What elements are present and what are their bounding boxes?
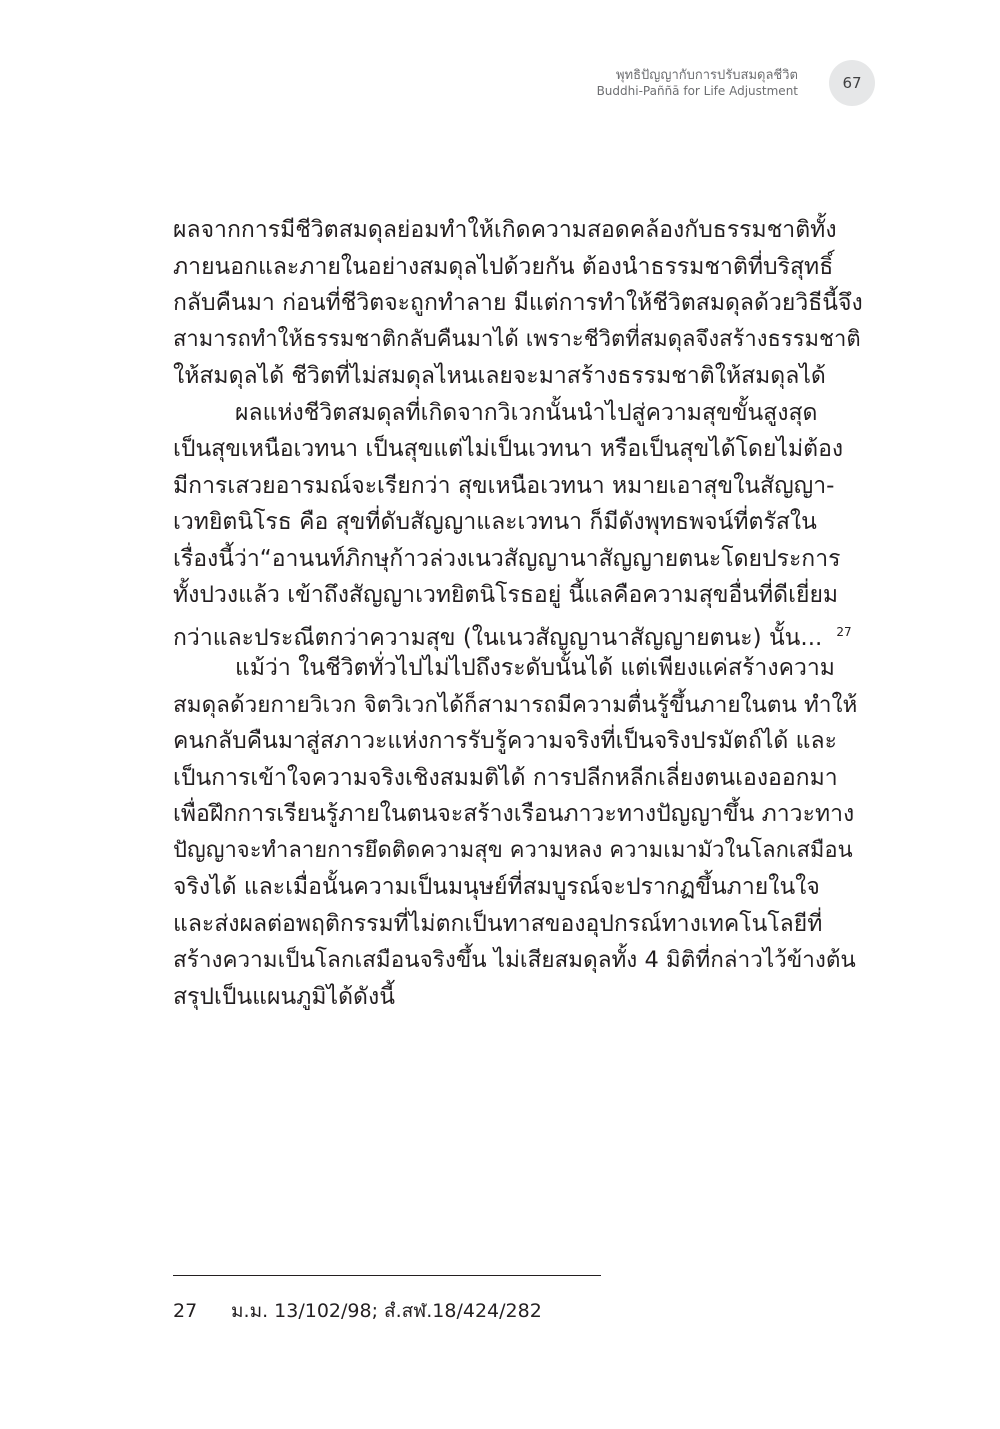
paragraph-2-line-3: มีการเสวยอารมณ์จะเรียกว่า สุขเหนือเวทนา หมายเอาสุขในสัญญา- bbox=[173, 472, 835, 499]
paragraph-3-line-7: จริงได้ และเมื่อนั้นความเป็นมนุษย์ที่สมบูรณ์จะปรากฏขึ้นภายในใจ bbox=[173, 874, 820, 900]
footnote bbox=[173, 1296, 542, 1326]
footnote-number: 27 bbox=[173, 1300, 198, 1322]
paragraph-1-line-1: ผลจากการมีชีวิตสมดุลย่อมทำให้เกิดความสอดคล้องกับธรรมชาติทั้ง bbox=[173, 217, 837, 243]
paragraph-1-line-2: ภายนอกและภายในอย่างสมดุลไปด้วยกัน ต้องนำธรรมชาติที่บริสุทธิ์ bbox=[173, 253, 834, 280]
footnote-divider bbox=[173, 1275, 601, 1276]
paragraph-2-line-5: เรื่องนี้ว่า“อานนท์ภิกษุก้าวล่วงเนวสัญญานาสัญญายตนะโดยประการ bbox=[173, 545, 841, 572]
paragraph-3-line-6: ปัญญาจะทำลายการยึดติดความสุข ความหลง ความเมามัวในโลกเสมือน bbox=[173, 837, 853, 863]
page-number-badge: 67 bbox=[829, 60, 875, 106]
body-text bbox=[173, 212, 863, 1015]
paragraph-1-line-5: ให้สมดุลได้ ชีวิตที่ไม่สมดุลไหนเลยจะมาสร้างธรรมชาติให้สมดุลได้ bbox=[173, 363, 826, 389]
paragraph-3-line-4: เป็นการเข้าใจความจริงเชิงสมมติได้ การปลีกหลีกเลี่ยงตนเองออกมา bbox=[173, 764, 838, 791]
paragraph-2-line-7-text: กว่าและประณีตกว่าความสุข (ในเนวสัญญานาสัญญายตนะ) นั้น... bbox=[173, 624, 823, 651]
paragraph-3-line-1: แม้ว่า ในชีวิตทั่วไปไม่ไปถึงระดับนั้นได้ แต่เพียงแค่สร้างความ bbox=[235, 655, 835, 681]
running-header bbox=[597, 68, 798, 99]
running-header-title-thai: พุทธิปัญญากับการปรับสมดุลชีวิต bbox=[615, 68, 798, 83]
paragraph-3-line-8: และส่งผลต่อพฤติกรรมที่ไม่ตกเป็นทาสของอุปกรณ์ทางเทคโนโลยีที่ bbox=[173, 910, 823, 937]
paragraph-3-line-10: สรุปเป็นแผนภูมิได้ดังนี้ bbox=[173, 983, 395, 1010]
paragraph-1-line-4: สามารถทำให้ธรรมชาติกลับคืนมาได้ เพราะชีวิตที่สมดุลจึงสร้างธรรมชาติ bbox=[173, 326, 861, 352]
paragraph-2-line-1: ผลแห่งชีวิตสมดุลที่เกิดจากวิเวกนั้นนำไปสู่ความสุขขั้นสูงสุด bbox=[235, 399, 818, 426]
running-header-title-english: Buddhi-Paññā for Life Adjustment bbox=[596, 84, 798, 99]
paragraph-3-line-5: เพื่อฝึกการเรียนรู้ภายในตนจะสร้างเรือนภาวะทางปัญญาขึ้น ภาวะทาง bbox=[173, 801, 855, 827]
paragraph-2-line-7 bbox=[173, 614, 863, 651]
paragraph-3-line-3: คนกลับคืนมาสู่สภาวะแห่งการรับรู้ความจริงที่เป็นจริงปรมัตถ์ได้ และ bbox=[173, 728, 837, 754]
paragraph-3-line-9: สร้างความเป็นโลกเสมือนจริงขึ้น ไม่เสียสมดุลทั้ง 4 มิติที่กล่าวไว้ข้างต้น bbox=[173, 947, 856, 973]
paragraph-1-line-3: กลับคืนมา ก่อนที่ชีวิตจะถูกทำลาย มีแต่การทำให้ชีวิตสมดุลด้วยวิธีนี้จึง bbox=[173, 290, 863, 316]
paragraph-2-line-2: เป็นสุขเหนือเวทนา เป็นสุขแต่ไม่เป็นเวทนา หรือเป็นสุขได้โดยไม่ต้อง bbox=[173, 436, 844, 462]
footnote-reference-27[interactable]: 27 bbox=[836, 624, 852, 639]
paragraph-2-line-6: ทั้งปวงแล้ว เข้าถึงสัญญาเวทยิตนิโรธอยู่ นี้แลคือความสุขอื่นที่ดีเยี่ยม bbox=[173, 582, 839, 608]
paragraph-2-line-4: เวทยิตนิโรธ คือ สุขที่ดับสัญญาและเวทนา ก็มีดังพุทธพจน์ที่ตรัสใน bbox=[173, 509, 817, 535]
footnote-text: ม.ม. 13/102/98; สํ.สฬ.18/424/282 bbox=[231, 1300, 542, 1322]
paragraph-3-line-2: สมดุลด้วยกายวิเวก จิตวิเวกได้ก็สามารถมีความตื่นรู้ขึ้นภายในตน ทำให้ bbox=[173, 691, 858, 718]
